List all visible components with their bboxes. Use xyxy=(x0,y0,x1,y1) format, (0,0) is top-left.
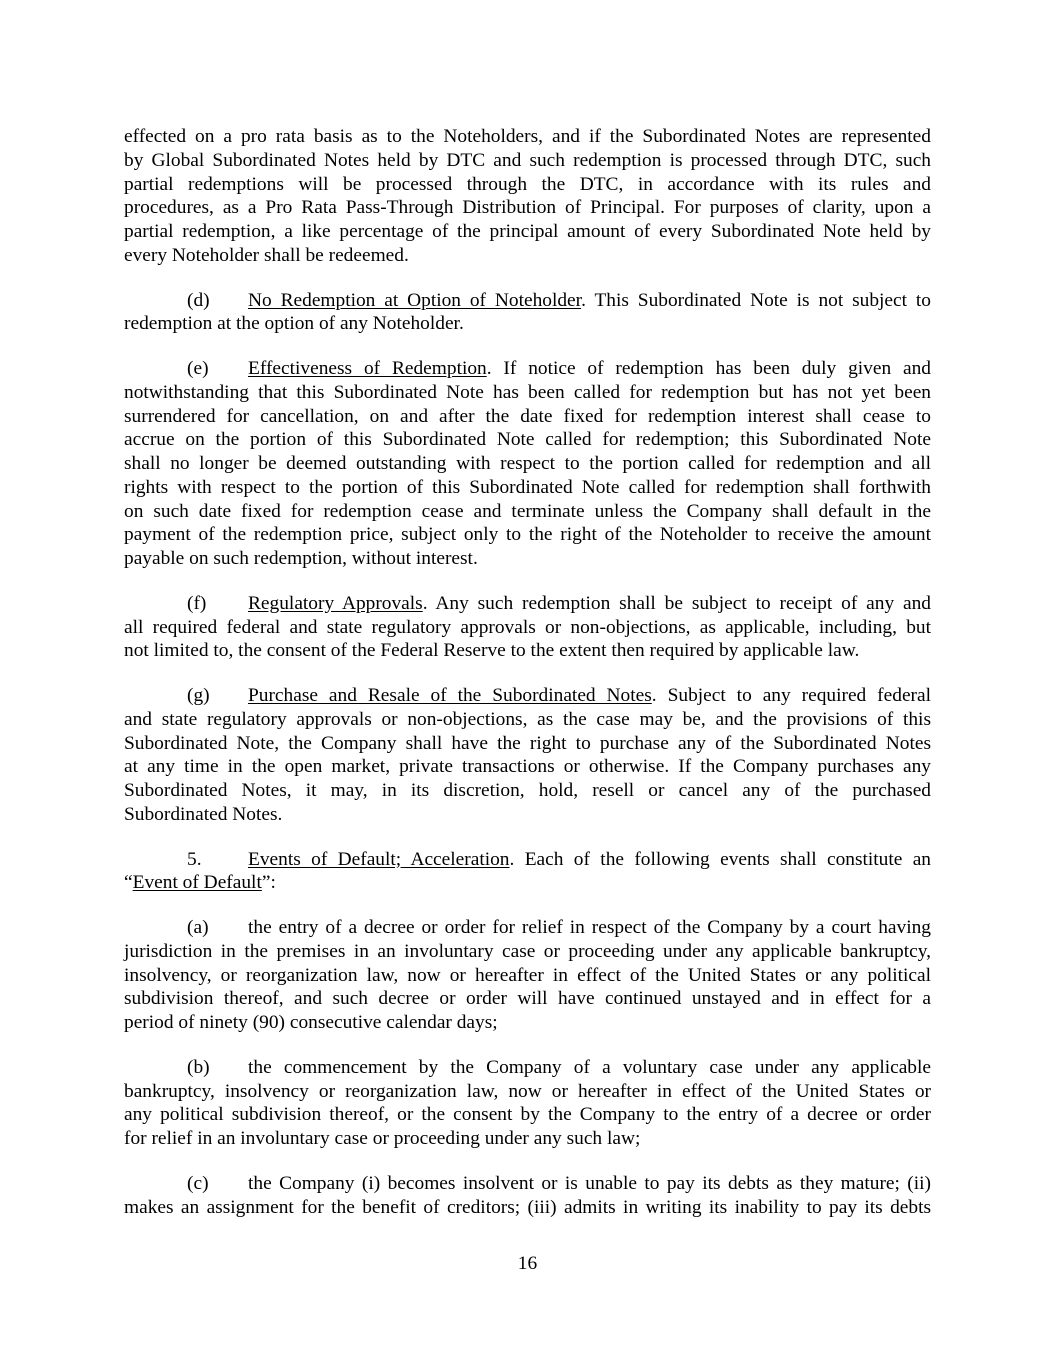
text-line xyxy=(124,381,931,405)
text-line xyxy=(124,1172,931,1196)
text-segment: every Noteholder shall be redeemed. xyxy=(124,244,409,266)
text-line xyxy=(124,1080,931,1104)
text-segment: ”: xyxy=(261,872,276,894)
text-segment: bankruptcy, insolvency or reorganization law, now or hereafter in effect of the United States or xyxy=(124,1080,931,1102)
text-segment: period of ninety (90) consecutive calendar days; xyxy=(124,1012,498,1033)
text-segment: not limited to, the consent of the Federal Reserve to the extent then required by applicable law. xyxy=(124,640,860,662)
text-segment: the entry of a decree or order for relief in respect of the Company by a court having xyxy=(248,917,931,938)
text-line xyxy=(124,755,931,779)
text-line xyxy=(124,964,931,988)
text-line xyxy=(124,848,931,872)
text-line xyxy=(124,476,931,500)
text-segment: redemption at the option of any Noteholder. xyxy=(124,313,464,335)
text-segment: shall no longer be deemed outstanding with respect to the portion called for redemption and all xyxy=(124,453,931,474)
text-segment: . This Subordinated Note is not subject to xyxy=(581,289,931,311)
text-segment: subdivision thereof, and such decree or order will have continued unstayed and in effect for a xyxy=(124,988,931,1010)
text-segment: makes an assignment for the benefit of creditors; (iii) admits in writing its inability to pay its debts xyxy=(124,1196,931,1218)
text-line xyxy=(124,803,931,827)
text-line xyxy=(124,405,931,429)
text-line xyxy=(124,125,931,149)
text-segment: surrendered for cancellation, on and after the date fixed for redemption interest shall cease to xyxy=(124,405,931,427)
text-segment: at any time in the open market, private transactions or otherwise. If the Company purchases any xyxy=(124,756,931,778)
section-label: (f) xyxy=(187,592,207,614)
text-segment: by Global Subordinated Notes held by DTC and such redemption is processed through DTC, such xyxy=(124,149,931,171)
section-label: (a) xyxy=(187,917,209,938)
text-line xyxy=(124,1103,931,1127)
paragraph-continuation xyxy=(124,125,931,268)
text-segment: partial redemption, a like percentage of the principal amount of every Subordinated Note held by xyxy=(124,221,931,242)
section-b xyxy=(124,1056,931,1151)
text-line xyxy=(124,547,931,571)
text-segment: the Company (i) becomes insolvent or is unable to pay its debts as they mature; (ii) xyxy=(248,1172,931,1194)
text-line xyxy=(124,1127,931,1151)
text-line xyxy=(124,871,931,895)
text-line xyxy=(124,987,931,1011)
text-segment: procedures, as a Pro Rata Pass-Through Distribution of Principal. For purposes of clarity, upon a xyxy=(124,197,931,219)
text-segment: partial redemptions will be processed through the DTC, in accordance with its rules and xyxy=(124,173,931,195)
text-line xyxy=(124,428,931,452)
text-line xyxy=(124,684,931,708)
section-heading: Events of Default; Acceleration xyxy=(248,848,510,870)
section-e xyxy=(124,357,931,571)
text-segment: any political subdivision thereof, or the consent by the Company to the entry of a decree or order xyxy=(124,1104,931,1126)
text-line xyxy=(124,616,931,640)
text-segment: jurisdiction in the premises in an involuntary case or proceeding under any applicable bankruptcy, xyxy=(124,940,931,962)
section-5 xyxy=(124,848,931,896)
text-segment: . Any such redemption shall be subject to receipt of any and xyxy=(422,592,931,614)
text-segment: accrue on the portion of this Subordinated Note called for redemption; this Subordinated Note xyxy=(124,429,931,451)
text-line xyxy=(124,452,931,476)
section-f xyxy=(124,592,931,663)
text-segment: “ xyxy=(124,872,133,894)
text-line xyxy=(124,500,931,524)
text-segment: payable on such redemption, without interest. xyxy=(124,548,478,569)
text-line xyxy=(124,1011,931,1035)
section-label: (d) xyxy=(187,289,210,311)
text-segment: rights with respect to the portion of this Subordinated Note called for redemption shall forthwith xyxy=(124,476,931,498)
text-line xyxy=(124,639,931,663)
text-line xyxy=(124,916,931,940)
text-segment: all required federal and state regulatory approvals or non-objections, as applicable, including, but xyxy=(124,616,931,638)
text-line xyxy=(124,940,931,964)
text-segment: and state regulatory approvals or non-objections, as the case may be, and the provisions of this xyxy=(124,708,931,730)
section-heading: No Redemption at Option of Noteholder xyxy=(248,289,582,311)
text-segment: . Subject to any required federal xyxy=(651,685,931,706)
text-segment: . If notice of redemption has been duly given and xyxy=(486,358,931,379)
text-line xyxy=(124,779,931,803)
text-line xyxy=(124,523,931,547)
section-heading: Purchase and Resale of the Subordinated Notes xyxy=(248,685,652,706)
page-number: 16 xyxy=(517,1253,538,1274)
text-line xyxy=(124,173,931,197)
text-line xyxy=(124,1056,931,1080)
text-line xyxy=(124,149,931,173)
section-heading: Regulatory Approvals xyxy=(248,592,423,614)
text-line xyxy=(124,732,931,756)
text-segment: Subordinated Notes, it may, in its discretion, hold, resell or cancel any of the purchased xyxy=(124,780,931,801)
text-segment: the commencement by the Company of a voluntary case under any applicable xyxy=(248,1056,931,1078)
section-c xyxy=(124,1172,931,1220)
text-line xyxy=(124,1196,931,1220)
section-heading: Effectiveness of Redemption xyxy=(248,358,487,379)
text-segment: effected on a pro rata basis as to the Noteholders, and if the Subordinated Notes are represented xyxy=(124,126,931,147)
section-a xyxy=(124,916,931,1035)
text-line xyxy=(124,220,931,244)
text-line xyxy=(124,289,931,313)
text-segment: . Each of the following events shall constitute an xyxy=(509,848,932,870)
text-segment: for relief in an involuntary case or proceeding under any such law; xyxy=(124,1128,641,1149)
text-line xyxy=(124,244,931,268)
text-segment: Subordinated Note, the Company shall have the right to purchase any of the Subordinated Notes xyxy=(124,732,931,754)
text-line xyxy=(124,312,931,336)
text-segment: notwithstanding that this Subordinated Note has been called for redemption but has not yet been xyxy=(124,381,931,403)
section-label: (c) xyxy=(187,1172,209,1194)
section-d xyxy=(124,289,931,337)
text-line xyxy=(124,592,931,616)
text-segment: payment of the redemption price, subject only to the right of the Noteholder to receive the amount xyxy=(124,524,931,546)
section-label: 5. xyxy=(187,848,202,870)
text-line xyxy=(124,708,931,732)
section-label: (b) xyxy=(187,1056,210,1078)
document-body xyxy=(124,125,931,1240)
text-line xyxy=(124,196,931,220)
section-heading: Event of Default xyxy=(132,872,262,894)
text-line xyxy=(124,357,931,381)
section-label: (g) xyxy=(187,685,210,706)
section-label: (e) xyxy=(187,358,209,379)
text-segment: on such date fixed for redemption cease and terminate unless the Company shall default in the xyxy=(124,500,931,522)
text-segment: Subordinated Notes. xyxy=(124,803,283,825)
section-g xyxy=(124,684,931,827)
text-segment: insolvency, or reorganization law, now or hereafter in effect of the United States or any political xyxy=(124,964,931,986)
